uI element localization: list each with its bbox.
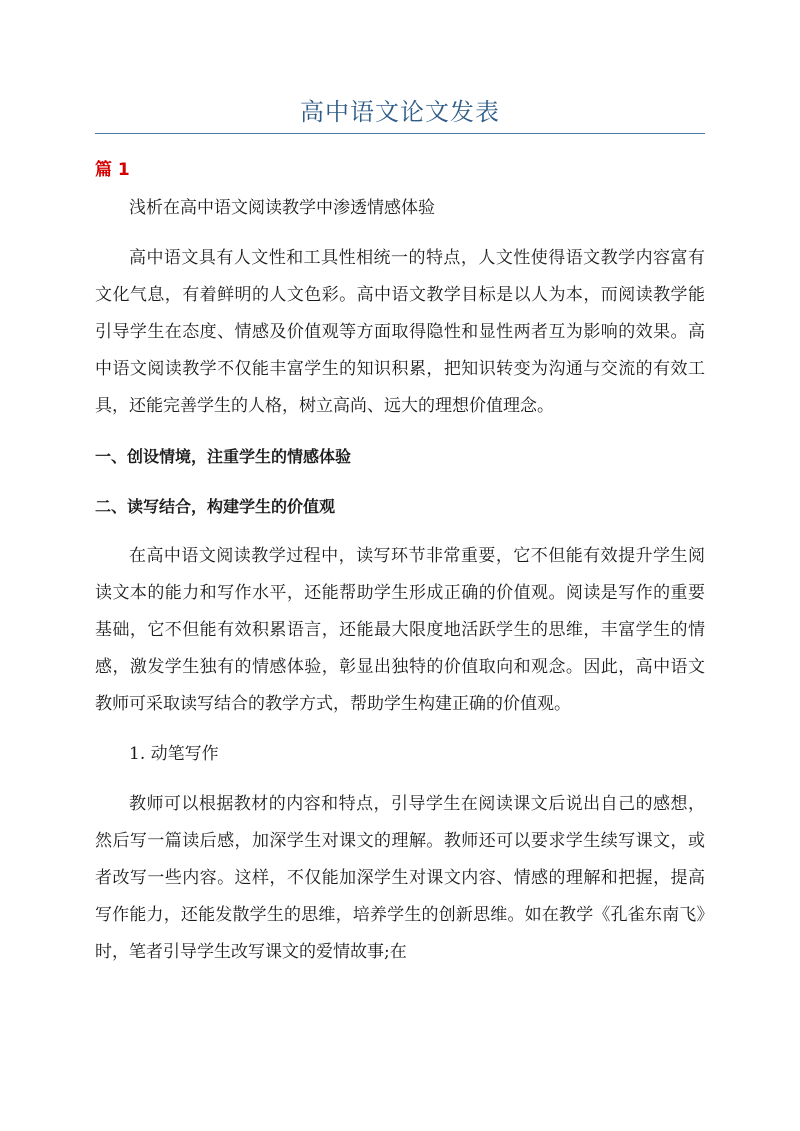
body-paragraph-2: 在高中语文阅读教学过程中，读写环节非常重要，它不但能有效提升学生阅读文本的能力和写作水平，还能帮助学生形成正确的价值观。阅读是写作的重要基础，它不但能有效积累语言，还能最大限度地活跃学生的思维，丰富学生的情感，激发学生独有的情感体验，彰显出独特的价值取向和观念。因此，高中语文教师可采取读写结合的教学方式，帮助学生构建正确的价值观。 bbox=[95, 546, 705, 714]
section-label: 篇 1 bbox=[95, 160, 130, 180]
section-heading-1: 一、创设情境，注重学生的情感体验 bbox=[95, 447, 352, 466]
body-paragraph-3: 教师可以根据教材的内容和特点，引导学生在阅读课文后说出自己的感想，然后写一篇读后感，加深学生对课文的理解。教师还可以要求学生续写课文，或者改写一些内容。这样，不仅能加深学生对课文内容、情感的理解和把握，提高写作能力，还能发散学生的思维，培养学生的创新思维。如在教学《孔雀东南飞》时，笔者引导学生改写课文的爱情故事;在 bbox=[95, 794, 705, 962]
document-body bbox=[95, 190, 705, 971]
article-subtitle: 浅析在高中语文阅读教学中渗透情感体验 bbox=[129, 198, 435, 218]
intro-paragraph: 高中语文具有人文性和工具性相统一的特点，人文性使得语文教学内容富有文化气息，有着鲜明的人文色彩。高中语文教学目标是以人为本，而阅读教学能引导学生在态度、情感及价值观等方面取得隐性和显性两者互为影响的效果。高中语文阅读教学不仅能丰富学生的知识积累，把知识转变为沟通与交流的有效工具，还能完善学生的人格，树立高尚、远大的理想价值理念。 bbox=[95, 248, 705, 416]
section-heading-2: 二、读写结合，构建学生的价值观 bbox=[95, 497, 336, 516]
title-divider bbox=[95, 133, 705, 134]
subsection-heading-1: 1. 动笔写作 bbox=[129, 744, 219, 764]
document-title: 高中语文论文发表 bbox=[300, 98, 500, 126]
